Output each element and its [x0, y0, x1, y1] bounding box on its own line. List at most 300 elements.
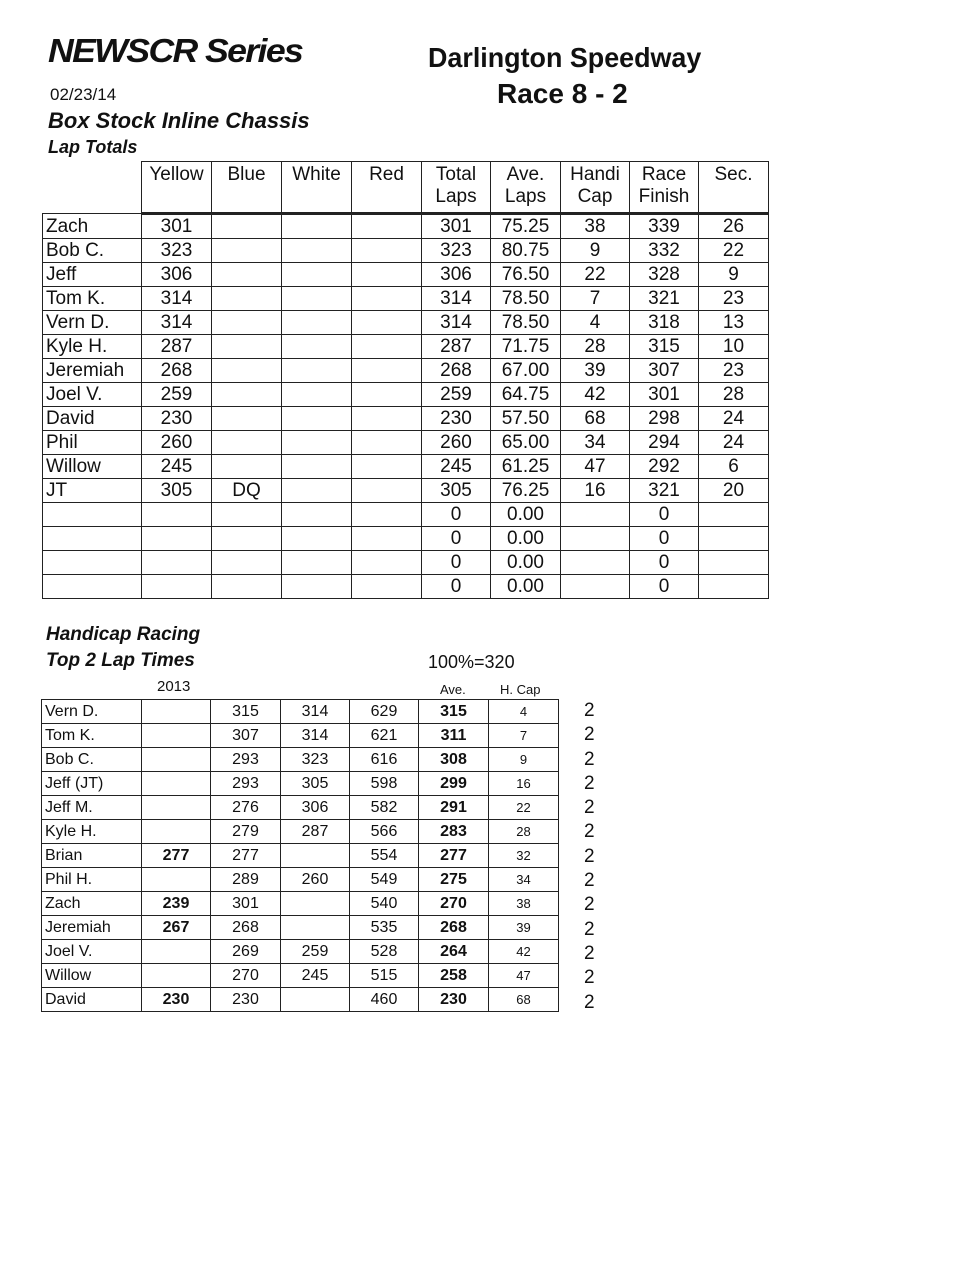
table-cell — [282, 287, 352, 311]
table-cell — [352, 263, 422, 287]
column-header-line: Total — [435, 164, 477, 185]
table-cell: 65.00 — [491, 431, 561, 455]
table-cell: 305 — [281, 772, 350, 796]
table-cell: 57.50 — [491, 407, 561, 431]
table-cell: 277 — [211, 844, 281, 868]
table-cell: 4 — [489, 700, 559, 724]
hcap-label: H. Cap — [500, 682, 541, 697]
column-header — [491, 162, 561, 214]
table-cell: 306 — [422, 263, 491, 287]
percent-note: 100%=320 — [428, 652, 515, 672]
table-cell: 323 — [422, 239, 491, 263]
venue-title: Darlington Speedway — [428, 42, 702, 73]
table-cell: 321 — [630, 287, 699, 311]
table-cell: 554 — [350, 844, 419, 868]
table-cell: 4 — [561, 311, 630, 335]
table-row — [42, 748, 559, 772]
racer-name: Kyle H. — [42, 820, 142, 844]
table-cell: 515 — [350, 964, 419, 988]
table-cell — [281, 892, 350, 916]
table-cell: 0.00 — [491, 527, 561, 551]
table-cell — [142, 551, 212, 575]
table-cell: 230 — [142, 407, 212, 431]
table-cell: 16 — [489, 772, 559, 796]
table-row — [42, 820, 559, 844]
racer-name: Zach — [42, 892, 142, 916]
table-cell: 629 — [350, 700, 419, 724]
table-cell — [142, 796, 211, 820]
table-cell: 68 — [489, 988, 559, 1012]
column-header-line: Handi — [570, 164, 620, 185]
table-cell — [699, 527, 769, 551]
table-cell — [282, 551, 352, 575]
racer-name: Vern D. — [42, 700, 142, 724]
table-cell: 260 — [422, 431, 491, 455]
table-cell: 315 — [630, 335, 699, 359]
table-cell: 301 — [630, 383, 699, 407]
column-header — [212, 162, 282, 214]
table-cell: 270 — [419, 892, 489, 916]
table-cell — [352, 335, 422, 359]
table-cell: 307 — [630, 359, 699, 383]
series-title: NEWSCR Series — [48, 32, 303, 69]
table-cell — [282, 214, 352, 239]
table-cell: 268 — [142, 359, 212, 383]
header-blank — [43, 162, 142, 214]
table-cell — [282, 239, 352, 263]
table-cell: 277 — [419, 844, 489, 868]
table-cell: 277 — [142, 844, 211, 868]
racer-name: Willow — [43, 455, 142, 479]
table-cell: 314 — [281, 724, 350, 748]
table-cell: 0 — [630, 527, 699, 551]
table-cell: 42 — [489, 940, 559, 964]
racer-name: Brian — [42, 844, 142, 868]
table-cell: 75.25 — [491, 214, 561, 239]
table-cell — [212, 551, 282, 575]
table-cell: 38 — [561, 214, 630, 239]
table-row — [42, 724, 559, 748]
column-header-line: Yellow — [149, 164, 204, 185]
table-cell — [212, 455, 282, 479]
table-cell: 13 — [699, 311, 769, 335]
table-cell: 287 — [142, 335, 212, 359]
table-row — [43, 407, 769, 431]
table-cell — [352, 527, 422, 551]
table-cell: 332 — [630, 239, 699, 263]
table-cell: 0.00 — [491, 503, 561, 527]
racer-name — [43, 575, 142, 599]
table-cell: 230 — [422, 407, 491, 431]
table-cell: 298 — [630, 407, 699, 431]
racer-name: David — [43, 407, 142, 431]
race-count: 2 — [584, 967, 595, 989]
racer-name: Joel V. — [42, 940, 142, 964]
column-header-line: Laps — [435, 186, 477, 207]
table-cell — [212, 383, 282, 407]
table-cell: 0 — [422, 575, 491, 599]
table-row — [43, 287, 769, 311]
table-cell: 24 — [699, 407, 769, 431]
table-cell: 283 — [419, 820, 489, 844]
table-cell — [282, 479, 352, 503]
handicap-title: Handicap Racing — [46, 624, 201, 645]
table-cell: 328 — [630, 263, 699, 287]
section-title: Lap Totals — [48, 137, 138, 157]
table-cell — [212, 359, 282, 383]
table-cell: 264 — [419, 940, 489, 964]
table-cell: 307 — [211, 724, 281, 748]
table-cell: 294 — [630, 431, 699, 455]
table-cell — [142, 748, 211, 772]
table-cell: 314 — [422, 287, 491, 311]
table-cell: 64.75 — [491, 383, 561, 407]
racer-name: Zach — [43, 214, 142, 239]
table-cell — [142, 964, 211, 988]
race-count: 2 — [584, 918, 595, 940]
table-cell: 7 — [561, 287, 630, 311]
race-count: 2 — [584, 772, 595, 794]
race-count: 2 — [584, 845, 595, 867]
race-count: 2 — [584, 870, 595, 892]
table-cell: 28 — [561, 335, 630, 359]
table-cell: 245 — [422, 455, 491, 479]
table-cell — [352, 479, 422, 503]
table-cell — [212, 239, 282, 263]
column-header — [561, 162, 630, 214]
table-cell: 28 — [489, 820, 559, 844]
racer-name: Bob C. — [42, 748, 142, 772]
table-cell: 299 — [419, 772, 489, 796]
table-cell: 10 — [699, 335, 769, 359]
column-header — [699, 162, 769, 214]
table-cell — [352, 311, 422, 335]
table-row — [42, 892, 559, 916]
table-cell: 38 — [489, 892, 559, 916]
column-header-line: Cap — [577, 186, 613, 207]
table-cell: 301 — [422, 214, 491, 239]
racer-name: Jeremiah — [42, 916, 142, 940]
race-count: 2 — [584, 942, 595, 964]
table-cell — [142, 503, 212, 527]
table-cell: 7 — [489, 724, 559, 748]
table-cell: 0 — [630, 503, 699, 527]
column-header — [422, 162, 491, 214]
table-cell — [142, 700, 211, 724]
table-cell: 32 — [489, 844, 559, 868]
table-row — [43, 239, 769, 263]
table-cell — [352, 503, 422, 527]
table-cell: 20 — [699, 479, 769, 503]
table-row — [43, 311, 769, 335]
table-cell: 239 — [142, 892, 211, 916]
column-header-line: Red — [369, 164, 404, 185]
column-header-line: Ave. — [506, 164, 545, 185]
racer-name — [43, 551, 142, 575]
racer-name: Jeremiah — [43, 359, 142, 383]
table-cell: 47 — [561, 455, 630, 479]
table-cell — [561, 575, 630, 599]
table-cell — [212, 287, 282, 311]
table-row — [43, 335, 769, 359]
table-cell — [212, 311, 282, 335]
race-count: 2 — [584, 724, 595, 746]
table-cell — [561, 527, 630, 551]
table-cell — [142, 527, 212, 551]
table-row — [42, 844, 559, 868]
table-cell — [282, 359, 352, 383]
table-cell: 260 — [142, 431, 212, 455]
table-cell: 314 — [422, 311, 491, 335]
table-cell: 267 — [142, 916, 211, 940]
table-cell: 549 — [350, 868, 419, 892]
table-cell — [212, 527, 282, 551]
table-cell — [212, 431, 282, 455]
table-cell: 287 — [422, 335, 491, 359]
table-row — [43, 527, 769, 551]
column-header-line: Finish — [638, 186, 690, 207]
racer-name: Willow — [42, 964, 142, 988]
table-cell — [282, 575, 352, 599]
race-count: 2 — [584, 894, 595, 916]
table-cell: 305 — [142, 479, 212, 503]
column-header — [630, 162, 699, 214]
table-cell — [212, 214, 282, 239]
table-cell: 0 — [422, 551, 491, 575]
table-cell: 301 — [211, 892, 281, 916]
racer-name: David — [42, 988, 142, 1012]
racer-name: Tom K. — [42, 724, 142, 748]
table-cell — [282, 383, 352, 407]
table-cell: 230 — [142, 988, 211, 1012]
table-cell: 318 — [630, 311, 699, 335]
table-cell — [699, 551, 769, 575]
table-cell: 311 — [419, 724, 489, 748]
table-cell: 61.25 — [491, 455, 561, 479]
table-cell: 71.75 — [491, 335, 561, 359]
table-cell: 535 — [350, 916, 419, 940]
table-cell: 305 — [422, 479, 491, 503]
table-cell — [561, 503, 630, 527]
racer-name: JT — [43, 479, 142, 503]
table-cell: 582 — [350, 796, 419, 820]
table-cell — [352, 455, 422, 479]
table-cell: 540 — [350, 892, 419, 916]
table-cell: 245 — [281, 964, 350, 988]
table-cell: 287 — [281, 820, 350, 844]
table-cell: 39 — [561, 359, 630, 383]
table-cell: 23 — [699, 359, 769, 383]
handicap-subtitle: Top 2 Lap Times — [46, 650, 195, 671]
table-cell: 268 — [422, 359, 491, 383]
table-cell — [281, 988, 350, 1012]
race-date: 02/23/14 — [50, 85, 117, 104]
column-header-line: Laps — [504, 186, 547, 207]
table-row — [42, 772, 559, 796]
class-title: Box Stock Inline Chassis — [48, 108, 310, 133]
table-cell: 268 — [211, 916, 281, 940]
table-cell: 39 — [489, 916, 559, 940]
table-cell: 0 — [422, 527, 491, 551]
column-header-line: White — [292, 164, 341, 185]
table-cell: 0 — [422, 503, 491, 527]
table-cell — [561, 551, 630, 575]
table-cell: 9 — [489, 748, 559, 772]
table-cell — [212, 575, 282, 599]
table-cell: 269 — [211, 940, 281, 964]
table-cell — [282, 335, 352, 359]
table-cell: 275 — [419, 868, 489, 892]
racer-name: Bob C. — [43, 239, 142, 263]
table-cell: 323 — [281, 748, 350, 772]
table-cell: 245 — [142, 455, 212, 479]
table-cell: 258 — [419, 964, 489, 988]
table-cell — [142, 868, 211, 892]
table-cell: 306 — [142, 263, 212, 287]
race-count: 2 — [584, 797, 595, 819]
column-header-line: Race — [641, 164, 687, 185]
table-cell: 67.00 — [491, 359, 561, 383]
table-cell: 76.25 — [491, 479, 561, 503]
table-row — [43, 263, 769, 287]
table-cell: 314 — [281, 700, 350, 724]
table-cell: 24 — [699, 431, 769, 455]
table-row — [42, 868, 559, 892]
table-row — [43, 214, 769, 239]
table-row — [43, 551, 769, 575]
table-cell — [282, 455, 352, 479]
table-cell: 315 — [211, 700, 281, 724]
table-cell — [212, 407, 282, 431]
table-cell: 34 — [561, 431, 630, 455]
table-cell — [212, 503, 282, 527]
table-cell: 315 — [419, 700, 489, 724]
table-cell: 314 — [142, 311, 212, 335]
table-cell — [142, 820, 211, 844]
racer-name: Tom K. — [43, 287, 142, 311]
column-header — [282, 162, 352, 214]
table-row — [43, 431, 769, 455]
table-cell — [282, 431, 352, 455]
table-cell: 289 — [211, 868, 281, 892]
table-cell — [352, 287, 422, 311]
table-cell: 528 — [350, 940, 419, 964]
table-cell — [352, 383, 422, 407]
table-cell: 28 — [699, 383, 769, 407]
table-cell: 80.75 — [491, 239, 561, 263]
table-cell: 6 — [699, 455, 769, 479]
table-cell — [352, 575, 422, 599]
table-cell — [142, 772, 211, 796]
table-row — [42, 916, 559, 940]
table-cell: 276 — [211, 796, 281, 820]
table-cell: 308 — [419, 748, 489, 772]
table-cell: 621 — [350, 724, 419, 748]
table-row — [42, 988, 559, 1012]
handicap-table — [41, 699, 559, 1012]
table-cell: 566 — [350, 820, 419, 844]
racer-name: Vern D. — [43, 311, 142, 335]
table-row — [43, 479, 769, 503]
table-cell: 22 — [489, 796, 559, 820]
table-row — [42, 796, 559, 820]
race-count: 2 — [584, 700, 595, 721]
table-cell: 9 — [699, 263, 769, 287]
table-cell: 23 — [699, 287, 769, 311]
table-cell — [282, 311, 352, 335]
table-cell: 68 — [561, 407, 630, 431]
table-row — [43, 575, 769, 599]
racer-name: Jeff M. — [42, 796, 142, 820]
racer-name: Phil — [43, 431, 142, 455]
column-header-line: Sec. — [714, 164, 753, 185]
racer-name — [43, 527, 142, 551]
table-cell: 293 — [211, 772, 281, 796]
table-cell: 270 — [211, 964, 281, 988]
table-cell — [282, 503, 352, 527]
table-cell — [352, 407, 422, 431]
table-cell: 76.50 — [491, 263, 561, 287]
table-cell — [142, 575, 212, 599]
table-cell: 314 — [142, 287, 212, 311]
table-cell: 47 — [489, 964, 559, 988]
ave-label: Ave. — [440, 682, 466, 697]
lap-totals-table — [42, 161, 769, 599]
table-row — [42, 940, 559, 964]
table-cell — [352, 431, 422, 455]
column-header — [352, 162, 422, 214]
table-cell: 306 — [281, 796, 350, 820]
table-cell: 9 — [561, 239, 630, 263]
table-cell: 291 — [419, 796, 489, 820]
table-cell — [282, 407, 352, 431]
table-cell: 321 — [630, 479, 699, 503]
table-cell: 0 — [630, 551, 699, 575]
table-row — [43, 359, 769, 383]
table-cell — [212, 335, 282, 359]
table-row — [43, 503, 769, 527]
race-count-column — [584, 699, 604, 1015]
table-cell: 16 — [561, 479, 630, 503]
table-cell: 460 — [350, 988, 419, 1012]
table-cell — [352, 359, 422, 383]
table-cell — [352, 239, 422, 263]
table-cell: 292 — [630, 455, 699, 479]
table-cell — [282, 527, 352, 551]
racer-name — [43, 503, 142, 527]
table-row — [43, 383, 769, 407]
column-header-line: Blue — [227, 164, 266, 185]
table-cell: 616 — [350, 748, 419, 772]
table-cell: 279 — [211, 820, 281, 844]
table-cell — [212, 263, 282, 287]
table-cell: 598 — [350, 772, 419, 796]
table-cell: 259 — [422, 383, 491, 407]
table-cell: 230 — [419, 988, 489, 1012]
racer-name: Jeff — [43, 263, 142, 287]
table-cell: DQ — [212, 479, 282, 503]
column-header — [142, 162, 212, 214]
year-label: 2013 — [157, 678, 191, 695]
table-cell: 22 — [699, 239, 769, 263]
table-cell: 34 — [489, 868, 559, 892]
table-cell: 268 — [419, 916, 489, 940]
table-cell — [699, 503, 769, 527]
racer-name: Joel V. — [43, 383, 142, 407]
table-cell — [352, 551, 422, 575]
racer-name: Phil H. — [42, 868, 142, 892]
table-cell: 323 — [142, 239, 212, 263]
